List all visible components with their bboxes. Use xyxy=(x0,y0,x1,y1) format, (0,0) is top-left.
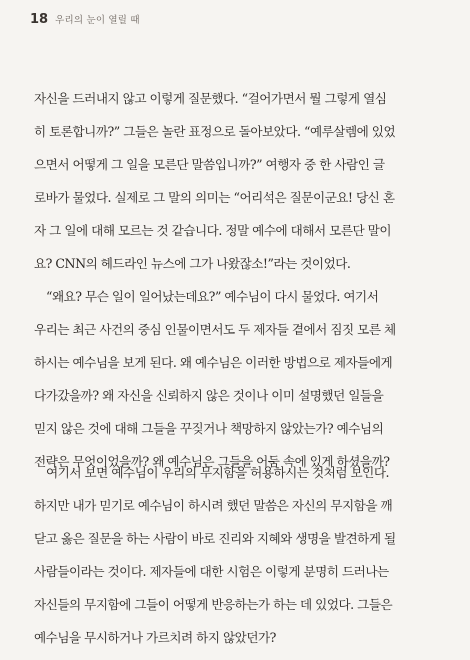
text-line: 으면서 어떻게 그 일을 모른단 말씀입니까?” 여행자 중 한 사람인 글 xyxy=(34,157,385,172)
page-header xyxy=(30,12,140,27)
text-line: 믿지 않은 것에 대해 그들을 꾸짖거나 책망하지 않았는가? 예수님의 xyxy=(34,421,384,436)
paragraph-2 xyxy=(34,456,444,654)
text-line: 하시는 예수님을 보게 된다. 왜 예수님은 이러한 방법으로 제자들에게 xyxy=(34,355,393,370)
text-line: 요? CNN의 헤드라인 뉴스에 그가 나왔잖소!”라는 것이었다. xyxy=(34,256,351,271)
text-line: 자 그 일에 대해 모르는 것 같습니다. 정말 예수에 대해서 모른단 말이 xyxy=(34,223,392,238)
text-line: 여기서 보면 예수님이 우리의 무지함을 허용하시는 것처럼 보인다. xyxy=(46,465,389,480)
text-line: 전략은 무엇이었을까? 왜 예수님은 그들을 어둠 속에 있게 하셨을까? xyxy=(34,454,390,469)
paragraph-1 xyxy=(34,82,444,478)
text-line: 우리는 최근 사건의 중심 인물이면서도 두 제자들 곁에서 짐짓 모른 체 xyxy=(34,322,396,337)
text-line: 히 토론합니까?” 그들은 놀란 표정으로 돌아보았다. “예루살렘에 있었 xyxy=(34,124,396,139)
running-title: 우리의 눈이 열릴 때 xyxy=(55,15,140,26)
text-line: “왜요? 무슨 일이 일어났는데요?” 예수님이 다시 물었다. 여기서 xyxy=(46,289,379,304)
page-number: 18 xyxy=(30,12,49,27)
text-line: 닫고 옳은 질문을 하는 사람이 바로 진리와 지혜와 생명을 발견하게 될 xyxy=(34,531,396,546)
text-line: 자신을 드러내지 않고 이렇게 질문했다. “걸어가면서 뭘 그렇게 열심 xyxy=(34,91,387,106)
text-line: 자신들의 무지함에 그들이 어떻게 반응하는가 하는 데 있었다. 그들은 xyxy=(34,597,393,612)
text-line: 예수님을 무시하거나 가르치려 하지 않았던가? xyxy=(34,630,276,645)
text-line: 로바가 물었다. 실제로 그 말의 의미는 “어리석은 질문이군요! 당신 혼 xyxy=(34,190,395,205)
text-line: 다가갔을까? 왜 자신을 신뢰하지 않은 것이나 이미 설명했던 일들을 xyxy=(34,388,384,403)
text-line: 사람들이라는 것이다. 제자들에 대한 시험은 이렇게 분명히 드러나는 xyxy=(34,564,389,579)
text-line: 하지만 내가 믿기로 예수님이 하시려 했던 말씀은 자신의 무지함을 깨 xyxy=(34,498,393,513)
